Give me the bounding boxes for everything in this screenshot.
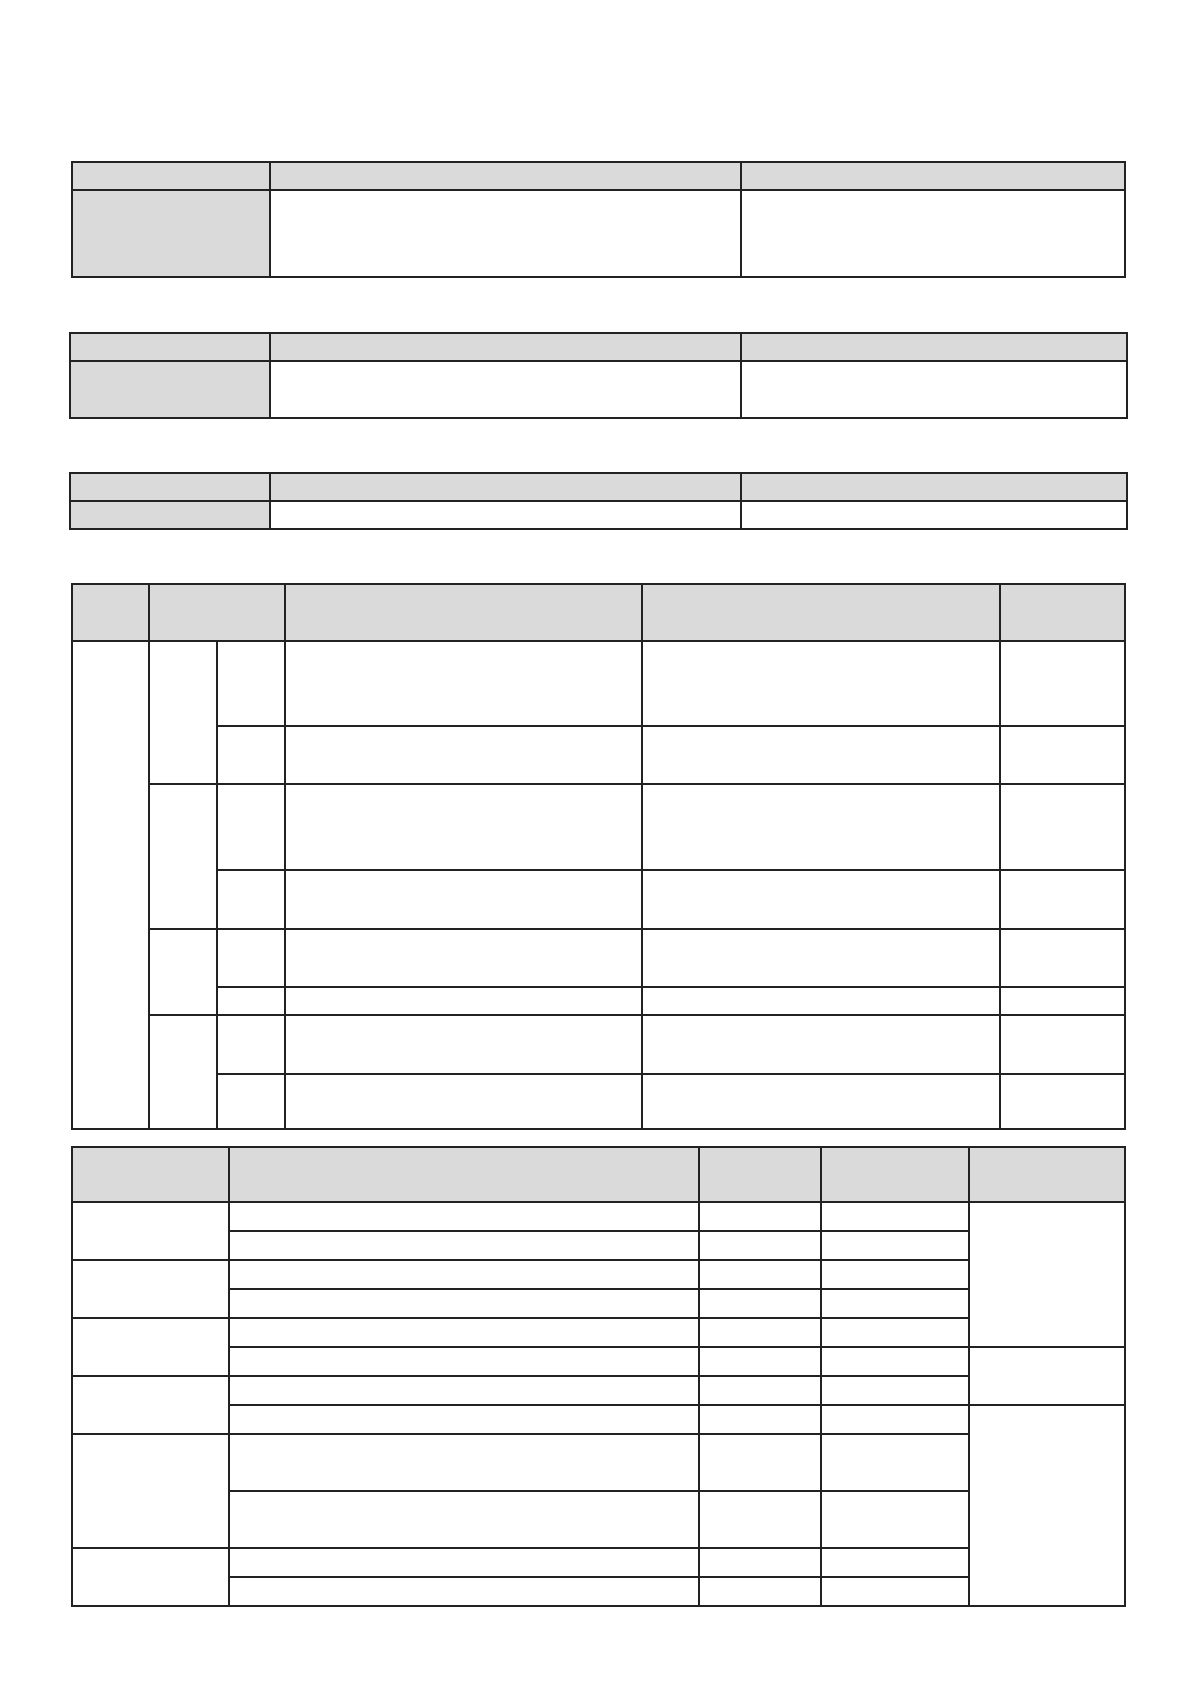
detail-cell bbox=[1000, 870, 1125, 929]
listing-cell bbox=[229, 1376, 699, 1405]
listing-table bbox=[71, 1146, 1126, 1607]
table-1-label-cell bbox=[72, 190, 270, 277]
detail-cell bbox=[1000, 987, 1125, 1015]
table-3-header-cell bbox=[270, 473, 741, 501]
detail-cell bbox=[285, 929, 642, 987]
listing-cell bbox=[821, 1491, 969, 1548]
detail-cell bbox=[1000, 784, 1125, 870]
listing-cell bbox=[821, 1548, 969, 1577]
table-1-header-cell bbox=[270, 162, 741, 190]
listing-cell bbox=[821, 1289, 969, 1318]
detail-cell bbox=[285, 1015, 642, 1074]
listing-cell bbox=[699, 1231, 821, 1260]
listing-cell bbox=[229, 1202, 699, 1231]
listing-cell bbox=[699, 1260, 821, 1289]
table-2-header-cell bbox=[70, 333, 270, 361]
detail-header-cell bbox=[642, 584, 1000, 641]
listing-group-cell bbox=[72, 1260, 229, 1318]
listing-cell bbox=[229, 1289, 699, 1318]
detail-header-cell bbox=[72, 584, 149, 641]
table-3-header-cell bbox=[741, 473, 1127, 501]
detail-cell bbox=[285, 870, 642, 929]
detail-header-cell bbox=[149, 584, 285, 641]
detail-cell bbox=[217, 987, 285, 1015]
info-table-1 bbox=[71, 161, 1126, 278]
detail-cell bbox=[1000, 1074, 1125, 1129]
table-3-value-cell bbox=[270, 501, 741, 529]
listing-cell bbox=[699, 1289, 821, 1318]
detail-cell bbox=[642, 641, 1000, 726]
table-2-header-cell bbox=[741, 333, 1127, 361]
listing-remark-cell bbox=[969, 1405, 1125, 1606]
table-1-value-cell bbox=[270, 190, 741, 277]
listing-cell bbox=[229, 1577, 699, 1606]
listing-group-cell bbox=[72, 1548, 229, 1606]
listing-cell bbox=[699, 1577, 821, 1606]
detail-cell bbox=[217, 1015, 285, 1074]
listing-header-cell bbox=[699, 1147, 821, 1202]
listing-cell bbox=[699, 1548, 821, 1577]
detail-cell bbox=[642, 726, 1000, 784]
listing-cell bbox=[821, 1318, 969, 1347]
listing-cell bbox=[229, 1548, 699, 1577]
detail-cell bbox=[285, 641, 642, 726]
listing-cell bbox=[699, 1434, 821, 1491]
listing-cell bbox=[229, 1260, 699, 1289]
detail-cell bbox=[1000, 726, 1125, 784]
detail-header-cell bbox=[285, 584, 642, 641]
listing-header-cell bbox=[969, 1147, 1125, 1202]
listing-cell bbox=[699, 1202, 821, 1231]
listing-cell bbox=[821, 1202, 969, 1231]
listing-header-cell bbox=[229, 1147, 699, 1202]
listing-cell bbox=[821, 1405, 969, 1434]
listing-cell bbox=[699, 1376, 821, 1405]
detail-subgroup-cell bbox=[149, 929, 217, 1015]
table-3-label-cell bbox=[70, 501, 270, 529]
detail-cell bbox=[642, 1015, 1000, 1074]
listing-cell bbox=[229, 1491, 699, 1548]
table-1-value-cell bbox=[741, 190, 1125, 277]
detail-cell bbox=[217, 784, 285, 870]
detail-cell bbox=[642, 784, 1000, 870]
detail-cell bbox=[217, 870, 285, 929]
table-3-value-cell bbox=[741, 501, 1127, 529]
listing-cell bbox=[821, 1434, 969, 1491]
listing-group-cell bbox=[72, 1202, 229, 1260]
table-2-value-cell bbox=[270, 361, 741, 418]
detail-cell bbox=[217, 929, 285, 987]
detail-table bbox=[71, 583, 1126, 1130]
detail-header-cell bbox=[1000, 584, 1125, 641]
listing-cell bbox=[699, 1318, 821, 1347]
table-1-header-cell bbox=[741, 162, 1125, 190]
table-2-label-cell bbox=[70, 361, 270, 418]
listing-cell bbox=[821, 1231, 969, 1260]
listing-group-cell bbox=[72, 1318, 229, 1376]
listing-cell bbox=[229, 1347, 699, 1376]
listing-cell bbox=[229, 1405, 699, 1434]
detail-subgroup-cell bbox=[149, 1015, 217, 1129]
info-table-3 bbox=[69, 472, 1128, 530]
listing-cell bbox=[699, 1491, 821, 1548]
detail-cell bbox=[1000, 1015, 1125, 1074]
table-3-header-cell bbox=[70, 473, 270, 501]
listing-header-cell bbox=[821, 1147, 969, 1202]
listing-remark-cell bbox=[969, 1202, 1125, 1347]
table-2-header-cell bbox=[270, 333, 741, 361]
detail-cell bbox=[642, 1074, 1000, 1129]
detail-cell bbox=[1000, 641, 1125, 726]
detail-cell bbox=[642, 929, 1000, 987]
listing-header-cell bbox=[72, 1147, 229, 1202]
listing-group-cell bbox=[72, 1434, 229, 1548]
listing-cell bbox=[229, 1318, 699, 1347]
listing-cell bbox=[229, 1434, 699, 1491]
detail-subgroup-cell bbox=[149, 784, 217, 929]
table-2-value-cell bbox=[741, 361, 1127, 418]
listing-remark-cell bbox=[969, 1347, 1125, 1405]
listing-cell bbox=[821, 1577, 969, 1606]
detail-cell bbox=[285, 1074, 642, 1129]
table-1-header-cell bbox=[72, 162, 270, 190]
detail-cell bbox=[642, 987, 1000, 1015]
listing-cell bbox=[821, 1260, 969, 1289]
detail-cell bbox=[1000, 929, 1125, 987]
detail-cell bbox=[642, 870, 1000, 929]
detail-cell bbox=[217, 641, 285, 726]
detail-cell bbox=[285, 987, 642, 1015]
detail-subgroup-cell bbox=[149, 641, 217, 784]
listing-cell bbox=[821, 1376, 969, 1405]
detail-cell bbox=[285, 784, 642, 870]
listing-cell bbox=[699, 1405, 821, 1434]
listing-cell bbox=[821, 1347, 969, 1376]
detail-group-cell bbox=[72, 641, 149, 1129]
info-table-2 bbox=[69, 332, 1128, 419]
detail-cell bbox=[217, 726, 285, 784]
listing-group-cell bbox=[72, 1376, 229, 1434]
listing-cell bbox=[229, 1231, 699, 1260]
listing-cell bbox=[699, 1347, 821, 1376]
detail-cell bbox=[217, 1074, 285, 1129]
detail-cell bbox=[285, 726, 642, 784]
